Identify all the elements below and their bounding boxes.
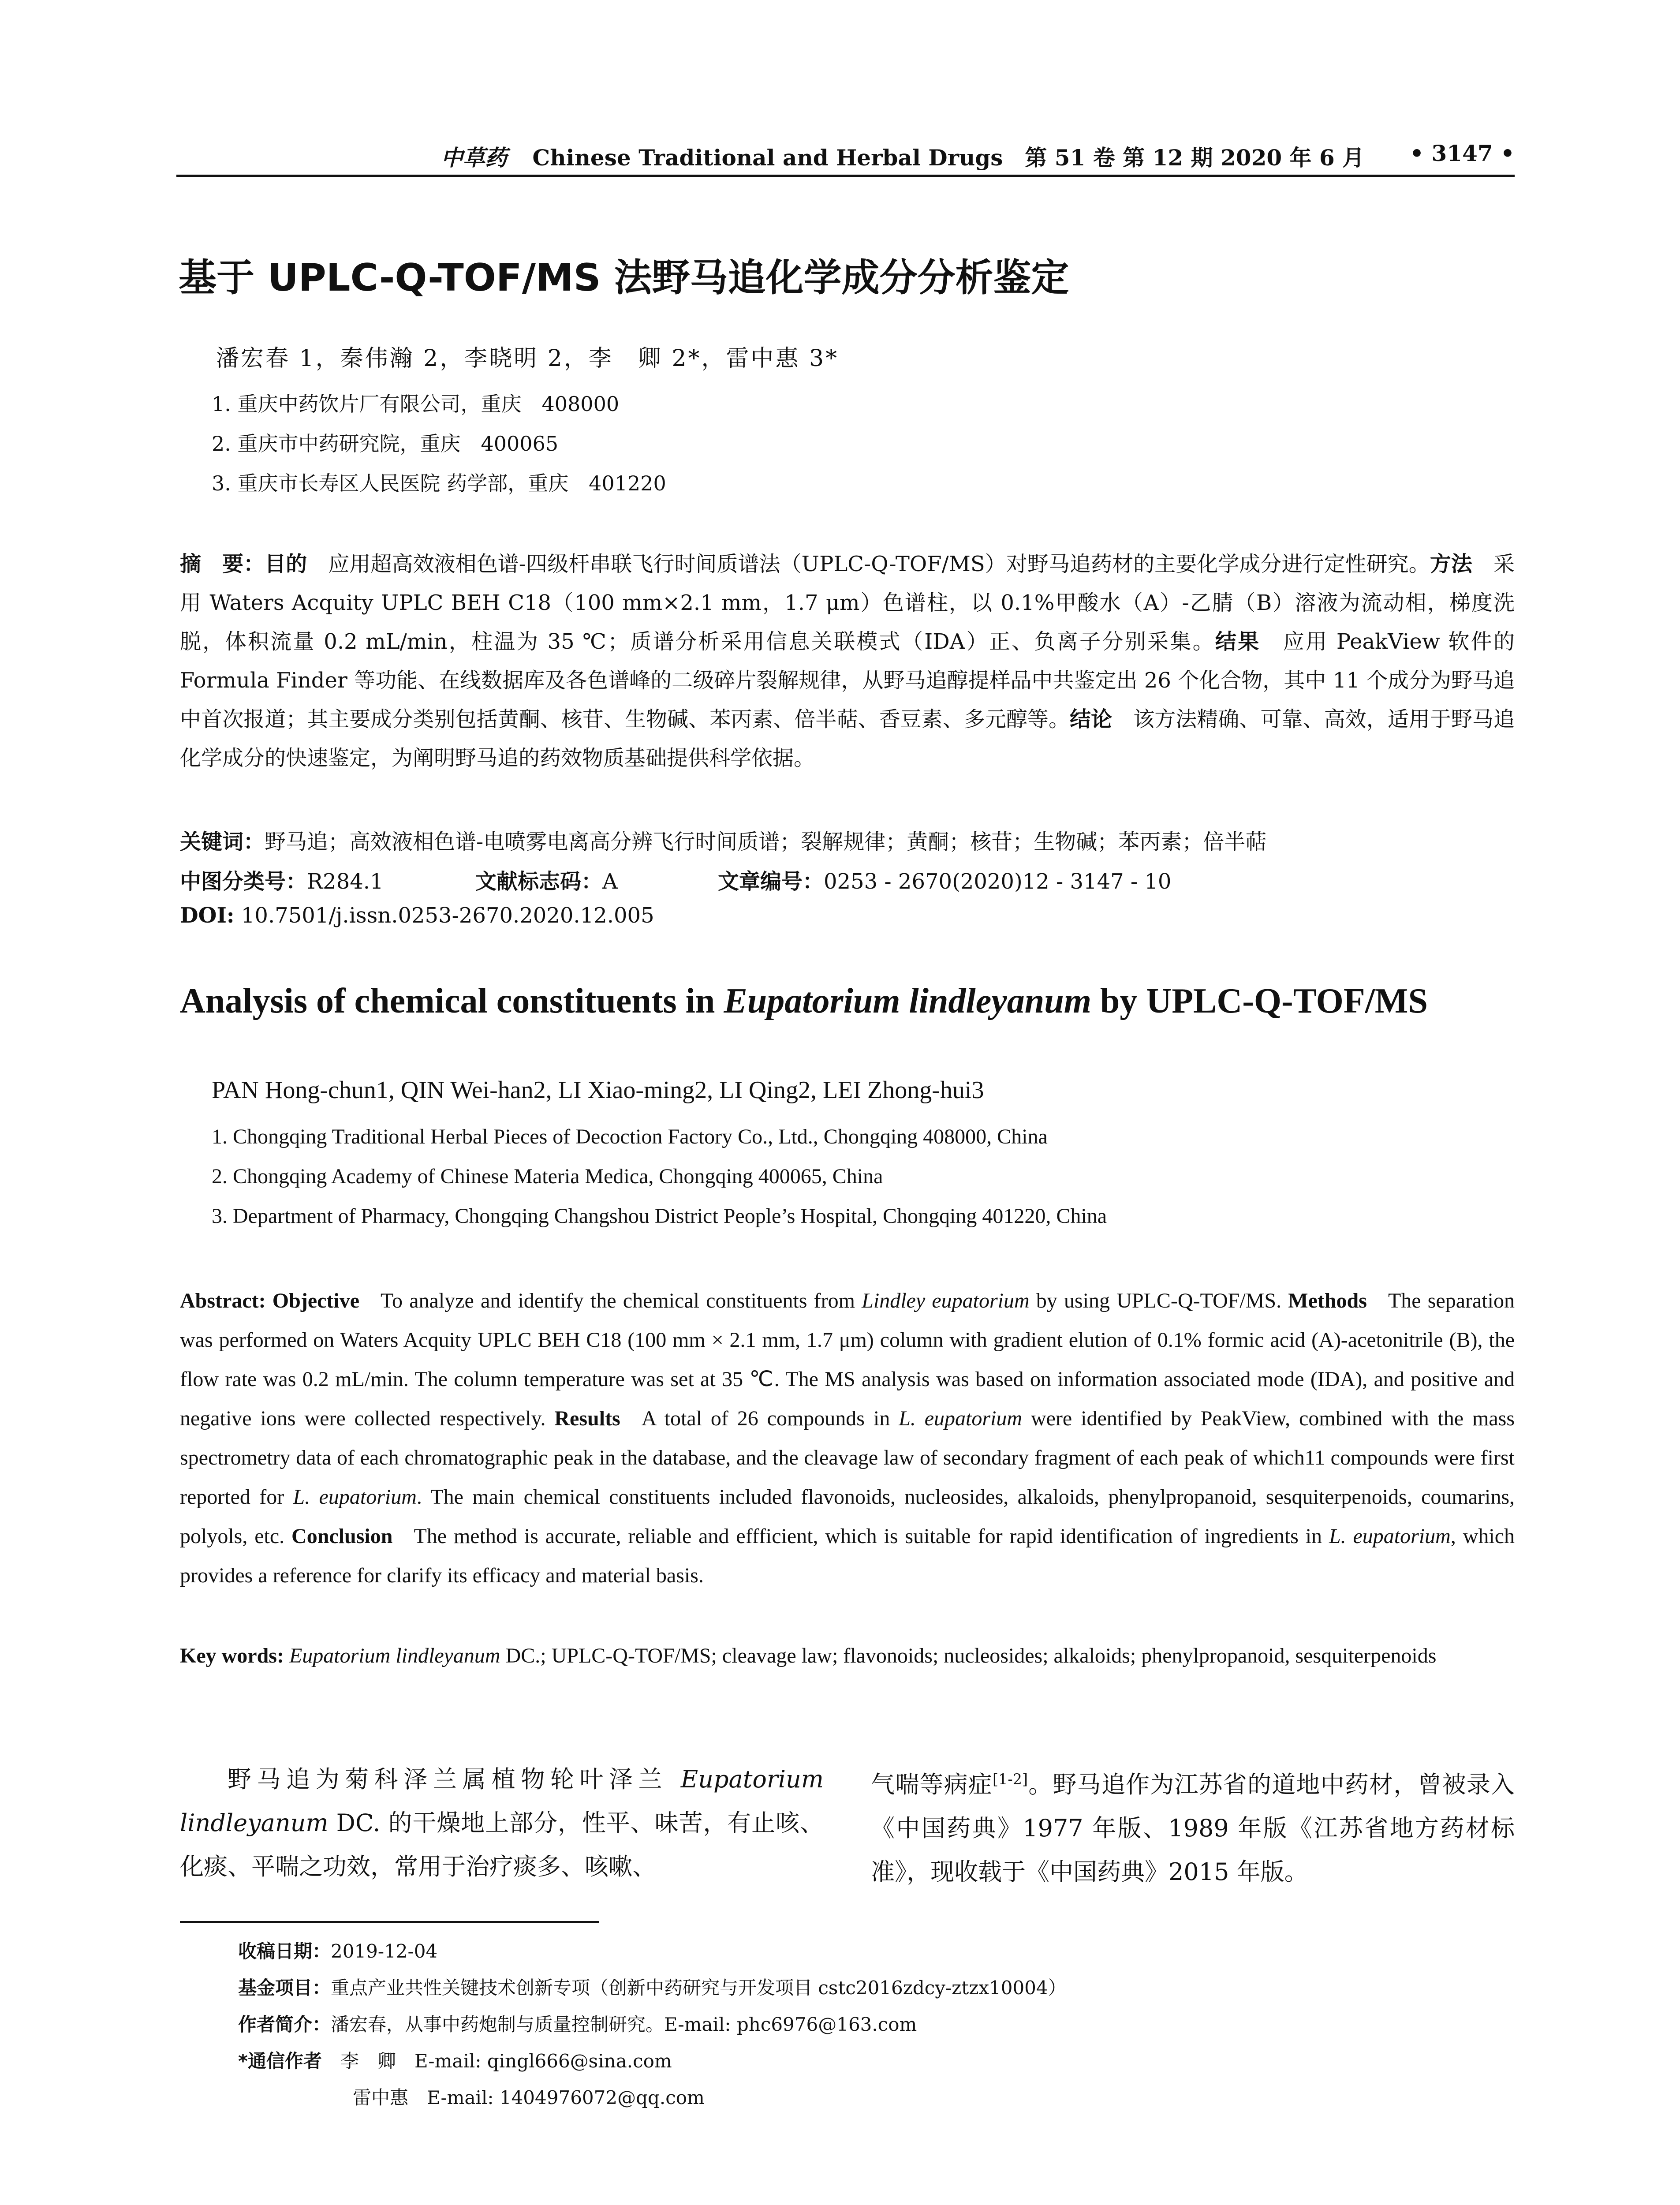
article-title-en — [180, 981, 1428, 1021]
body-left-post: DC. 的干燥地上部分，性平、味苦，有止咳、化痰、平喘之功效，常用于治疗痰多、咳嗽、 — [180, 1809, 824, 1880]
fund-text: 重点产业共性关键技术创新专项（创新中药研究与开发项目 cstc2016zdcy-ztzx10004） — [331, 1977, 1067, 1999]
conclusion-en-post: , which provides a reference for clarify its efficacy and material basis. — [180, 1525, 1515, 1587]
objective-label-en: Objective — [272, 1289, 360, 1312]
bio-label: 作者简介： — [238, 2014, 331, 2035]
keywords-cn-label: 关键词： — [180, 830, 265, 854]
doc-code-label: 文献标志码： — [475, 869, 603, 894]
keywords-cn — [180, 825, 1515, 855]
abstract-cn — [180, 545, 1515, 777]
keywords-en — [180, 1636, 1515, 1675]
affiliation-en-3: 3. Department of Pharmacy, Chongqing Changshou District People’s Hospital, Chongqing 401220, China — [212, 1204, 1107, 1228]
results-label-en: Results — [554, 1407, 620, 1430]
footnote-corresponding — [238, 2047, 672, 2073]
classification-line — [180, 864, 1515, 895]
objective-en-post: by using UPLC-Q-TOF/MS. — [1029, 1289, 1282, 1312]
body-right-post: 。野马追作为江苏省的道地中药材，曾被录入《中国药典》1977 年版、1989 年版《江苏省地方药材标准》，现收载于《中国药典》2015 年版。 — [871, 1771, 1515, 1886]
doi-value[interactable]: 10.7501/j.issn.0253-2670.2020.12.005 — [241, 903, 654, 928]
conclusion-label-en: Conclusion — [291, 1525, 393, 1548]
objective-cn: 应用超高效液相色谱-四级杆串联飞行时间质谱法（UPLC-Q-TOF/MS）对野马追药材的主要化学成分进行定性研究。 — [328, 552, 1430, 576]
journal-name — [441, 140, 1364, 172]
body-left-pre: 野马追为菊科泽兰属植物轮叶泽兰 — [228, 1765, 681, 1793]
results-label-cn: 结果 — [1215, 629, 1261, 654]
conclusion-cn: 该方法精确、可靠、高效，适用于野马追化学成分的快速鉴定，为阐明野马追的药效物质基础提供科学依据。 — [180, 707, 1515, 770]
conclusion-label-cn: 结论 — [1070, 707, 1113, 732]
objective-en-pre: To analyze and identify the chemical constituents from — [381, 1289, 862, 1312]
methods-cn: 采用 Waters Acquity UPLC BEH C18（100 mm×2.1 mm，1.7 μm）色谱柱，以 0.1%甲酸水（A）-乙腈（B）溶液为流动相，梯度洗脱，体积流量 0.2 mL/min，柱温为 35 ℃；质谱分析采用信息关联模式（IDA）正、负离子分别采集。 — [180, 552, 1515, 654]
keywords-en-label: Key words: — [180, 1644, 284, 1667]
objective-en-italic: Lindley eupatorium — [862, 1289, 1030, 1312]
doi-label: DOI: — [180, 903, 235, 928]
abstract-cn-label: 摘 要： — [180, 552, 265, 576]
results-en-mid: were identified by PeakView, combined with the mass spectrometry data of each chromatographic peak in the database, and the cleavage law of secondary fragment of each peak of which11 compounds were first reported for — [180, 1407, 1515, 1509]
received-date: 2019-12-04 — [331, 1940, 438, 1962]
footnote-received — [238, 1937, 437, 1963]
corr-author-1: 李 卿 E-mail: qingl666@sina.com — [340, 2050, 672, 2072]
body-column-right — [871, 1757, 1515, 1894]
citation-ref[interactable]: [1-2] — [993, 1771, 1028, 1788]
affiliation-cn-2: 2. 重庆市中药研究院，重庆 400065 — [212, 432, 559, 456]
conclusion-en-pre: The method is accurate, reliable and effficient, which is suitable for rapid identification of ingredients in — [414, 1525, 1329, 1548]
objective-label-cn: 目的 — [265, 552, 307, 576]
affiliation-cn-3: 3. 重庆市长寿区人民医院 药学部，重庆 401220 — [212, 471, 666, 495]
results-en-italic-2: L. eupatorium — [293, 1485, 417, 1509]
bio-text: 潘宏春，从事中药炮制与质量控制研究。E-mail: phc6976@163.com — [331, 2014, 917, 2035]
results-en-post: . The main chemical constituents included flavonoids, nucleosides, alkaloids, phenylpropanoid, sesquiterpenoids, coumarins, polyols, etc. — [180, 1485, 1515, 1548]
keywords-cn-text: 野马追；高效液相色谱-电喷雾电离高分辨飞行时间质谱；裂解规律；黄酮；核苷；生物碱；苯丙素；倍半萜 — [265, 830, 1267, 854]
journal-name-cn: 中草药 — [441, 145, 507, 171]
running-header — [176, 140, 1515, 171]
affiliation-cn-1: 1. 重庆中药饮片厂有限公司，重庆 408000 — [212, 392, 620, 416]
received-label: 收稿日期： — [238, 1940, 331, 1962]
fund-label: 基金项目： — [238, 1977, 331, 1999]
methods-label-en: Methods — [1288, 1289, 1367, 1312]
journal-issue: Chinese Traditional and Herbal Drugs 第 51 卷 第 12 期 2020 年 6 月 — [532, 145, 1365, 171]
clc-label: 中图分类号： — [180, 869, 307, 894]
article-title-cn: 基于 UPLC-Q-TOF/MS 法野马追化学成分分析鉴定 — [179, 256, 1069, 300]
body-column-left — [180, 1757, 824, 1888]
results-en-italic: L. eupatorium — [899, 1407, 1023, 1430]
authors-en: PAN Hong-chun1, QIN Wei-han2, LI Xiao-ming2, LI Qing2, LEI Zhong-hui3 — [212, 1076, 984, 1104]
title-en-post: by UPLC-Q-TOF/MS — [1091, 982, 1428, 1020]
body-left-species: Eupatorium lindleyanum — [180, 1765, 824, 1837]
title-en-species: Eupatorium lindleyanum — [724, 982, 1091, 1020]
abstract-en — [180, 1281, 1515, 1595]
footnote-corresponding-2: 雷中惠 E-mail: 1404976072@qq.com — [353, 2087, 705, 2108]
doc-code: A — [602, 869, 618, 894]
methods-en: The separation was performed on Waters Acquity UPLC BEH C18 (100 mm × 2.1 mm, 1.7 μm) column with gradient elution of 0.1% formic acid (A)-acetonitrile (B), the flow rate was 0.2 mL/min. The column temperature was set at 35 ℃. The MS analysis was based on information associated mode (IDA), and positive and negative ions were collected respectively. — [180, 1289, 1515, 1430]
footnote-rule — [180, 1921, 599, 1923]
abstract-en-label: Abstract: — [180, 1289, 266, 1312]
affiliation-en-1: 1. Chongqing Traditional Herbal Pieces of Decoction Factory Co., Ltd., Chongqing 408000, China — [212, 1125, 1048, 1148]
results-en-pre: A total of 26 compounds in — [641, 1407, 899, 1430]
header-rule — [176, 175, 1515, 177]
clc-code: R284.1 — [307, 869, 384, 894]
conclusion-en-italic: L. eupatorium — [1329, 1525, 1451, 1548]
methods-label-cn: 方法 — [1430, 552, 1472, 576]
article-no: 0253 - 2670(2020)12 - 3147 - 10 — [824, 869, 1172, 894]
corr-label: *通信作者 — [238, 2050, 322, 2072]
footnote-author-bio — [238, 2010, 917, 2037]
results-cn: 应用 PeakView 软件的 Formula Finder 等功能、在线数据库及各色谱峰的二级碎片裂解规律，从野马追醇提样品中共鉴定出 26 个化合物，其中 11 个成分为野马追中首次报道；其主要成分类别包括黄酮、核苷、生物碱、苯丙素、倍半萜、香豆素、多元醇等。 — [180, 629, 1515, 732]
footnote-fund — [238, 1973, 1067, 2000]
page-number: • 3147 • — [1410, 140, 1515, 166]
authors-cn: 潘宏春 1，秦伟瀚 2，李晓明 2，李 卿 2*，雷中惠 3* — [216, 345, 839, 372]
doi-line — [180, 903, 654, 928]
body-right-pre: 气喘等病症 — [871, 1771, 993, 1798]
article-no-label: 文章编号： — [718, 869, 824, 894]
title-en-pre: Analysis of chemical constituents in — [180, 982, 724, 1020]
keywords-en-species: Eupatorium lindleyanum — [289, 1644, 500, 1667]
keywords-en-text: DC.; UPLC-Q-TOF/MS; cleavage law; flavonoids; nucleosides; alkaloids; phenylpropanoid, sesquiterpenoids — [500, 1644, 1437, 1667]
affiliation-en-2: 2. Chongqing Academy of Chinese Materia Medica, Chongqing 400065, China — [212, 1165, 883, 1188]
